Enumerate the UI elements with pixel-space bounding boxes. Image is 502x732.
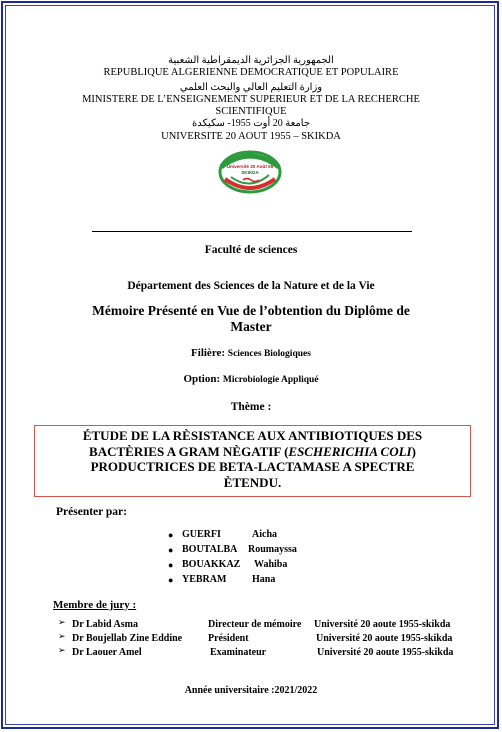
theme-line3: PRODUCTRICES DE BETA-LACTAMASE A SPECTRE [90,459,415,474]
theme-line2-pre: BACTÈRIES A GRAM NÈGATIF ( [89,443,289,459]
presented-label: Présenter par: [56,506,127,518]
university-logo [213,147,288,197]
department-title: Département des Sciences de la Nature et de la Vie [127,280,375,292]
arrow-icon: ➢ [58,618,66,628]
theme-line2 [35,444,470,460]
jury-name: Dr Labid Asma [72,619,138,630]
jury-institution: Université 20 aoute 1955-skikda [317,647,454,658]
theme-line2-post: ) [411,443,416,459]
bullet-icon: ● [168,575,174,585]
student-last: GUERFI [182,529,221,540]
jury-name: Dr Laouer Amel [72,647,142,658]
jury-institution: Université 20 aoute 1955-skikda [314,619,451,630]
list-item [58,647,478,661]
student-last: BOUTALBA [182,544,238,555]
divider-rule [92,231,412,232]
student-last: BOUAKKAZ [182,559,241,570]
memoire-line1: Mémoire Présenté en Vue de l’obtention du Diplôme de [92,303,410,318]
option-value: Microbiologie Appliqué [222,375,319,385]
theme-line1: ÉTUDE DE LA RÈSISTANCE AUX ANTIBIOTIQUES DES [82,428,423,443]
jury-name: Dr Boujellab Zine Eddine [72,633,183,644]
faculty-title: Faculté de sciences [204,244,298,256]
logo-text-line1: Université 20 Août 55 [226,164,274,169]
student-first: Hana [252,574,276,585]
list-item [58,619,478,633]
jury-role: Directeur de mémoire [208,619,302,630]
university-title: UNIVERSITE 20 AOUT 1955 – SKIKDA [161,131,341,142]
arabic-ministry: وزارة التعليم العالي والبحث العلمي [179,82,323,93]
theme-box [34,425,471,497]
jury-role: Examinateur [210,647,267,658]
list-item [168,529,368,544]
filiere-value: Sciences Biologiques [227,349,311,359]
list-item [168,559,368,574]
jury-role: Président [208,633,249,644]
bullet-icon: ● [168,560,174,570]
list-item [58,633,478,647]
bullet-icon: ● [168,545,174,555]
students-list [168,529,368,589]
academic-year: Année universitaire :2021/2022 [184,685,318,696]
student-first: Roumayssa [248,544,297,555]
arabic-republic: الجمهورية الجزائرية الديمقراطية الشعبية [168,55,334,66]
student-first: Wahiba [254,559,288,570]
theme-line4: ÈTENDU. [223,474,282,490]
bullet-icon: ● [168,530,174,540]
ministry-line2: SCIENTIFIQUE [215,106,287,117]
filiere-line [0,347,502,359]
theme-line2-italic: ESCHERICHIA COLI [288,443,412,459]
jury-list [58,619,478,661]
jury-institution: Université 20 aoute 1955-skikda [316,633,453,644]
student-last: YEBRAM [182,574,227,585]
list-item [168,544,368,559]
list-item [168,574,368,589]
ministry-line1: MINISTERE DE L’ENSEIGNEMENT SUPERIEUR ET DE LA RECHERCHE [82,94,420,105]
university-logo-icon [213,147,288,197]
option-label: Option: [183,373,221,385]
logo-text-line2: SKIKDA [241,170,259,175]
arrow-icon: ➢ [58,632,66,642]
arabic-university: جامعة 20 أوت 1955- سكيكدة [191,118,311,129]
arrow-icon: ➢ [58,646,66,656]
jury-title: Membre de jury : [53,599,137,611]
republic-title: REPUBLIQUE ALGERIENNE DEMOCRATIQUE ET POPULAIRE [103,67,399,78]
memoire-line2: Master [230,319,272,334]
filiere-label: Filière: [191,347,226,359]
theme-label: Thème : [230,401,272,413]
option-line [0,373,502,385]
student-first: Aicha [252,529,277,540]
